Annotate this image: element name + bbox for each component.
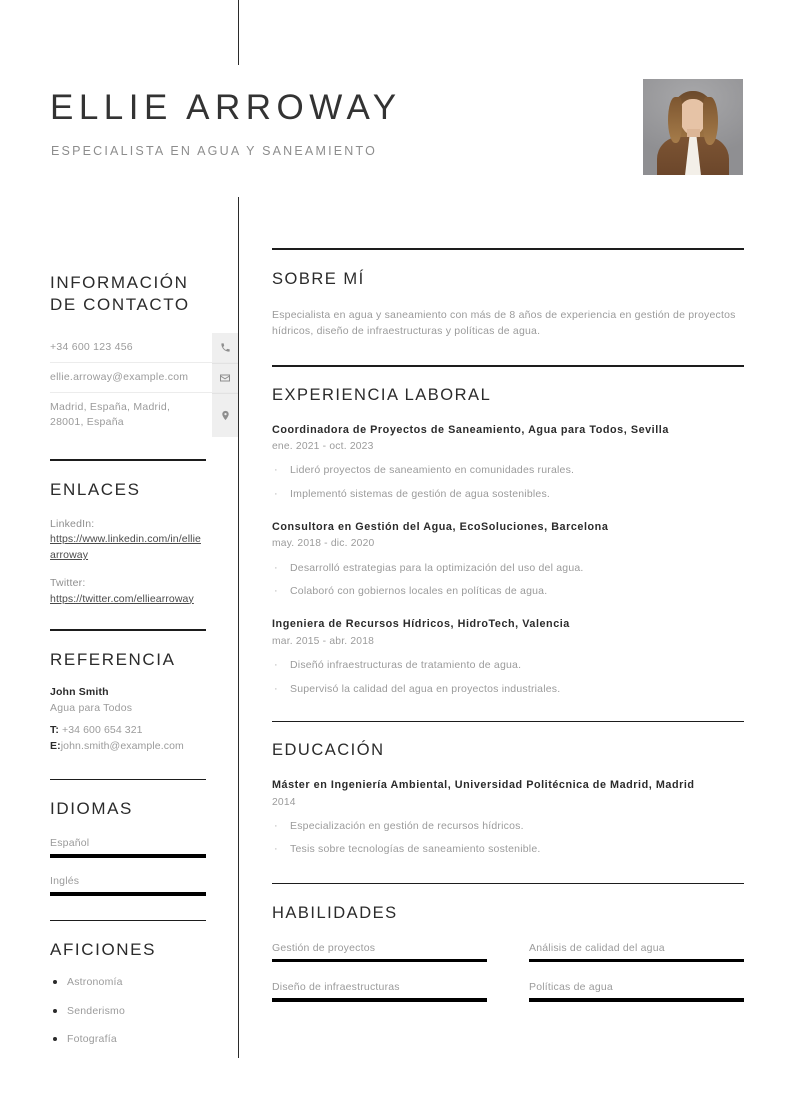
- language-name: Inglés: [50, 874, 80, 887]
- experience-bullet-text: Lideró proyectos de saneamiento en comunidades rurales.: [290, 464, 575, 477]
- link-spacer: [50, 564, 206, 576]
- experience-bullet-text: Implementó sistemas de gestión de agua sostenibles.: [290, 487, 551, 500]
- link-item: [50, 517, 206, 564]
- skills-divider: [272, 883, 744, 885]
- skill-item: [272, 980, 487, 1001]
- experience-bullet: [272, 682, 744, 696]
- hobbies-list: [50, 975, 206, 1047]
- hobby-label: Senderismo: [67, 1004, 126, 1017]
- experience-bullet: [272, 658, 744, 672]
- map-pin-icon: [212, 393, 238, 437]
- contact-section: [50, 272, 206, 437]
- skills-section: [272, 883, 744, 1002]
- contact-heading: [50, 272, 206, 316]
- contact-heading-line1: INFORMACIÓN: [50, 273, 189, 292]
- bullet-icon: ·: [274, 843, 278, 856]
- experience-date: mar. 2015 - abr. 2018: [272, 635, 375, 647]
- link-url[interactable]: https://www.linkedin.com/in/elliearroway: [50, 533, 201, 562]
- photo-hair-right: [703, 97, 718, 145]
- experience-entry: [272, 520, 744, 598]
- hobby-label: Fotografía: [67, 1033, 117, 1046]
- contact-phone-value: +34 600 123 456: [50, 340, 133, 353]
- education-heading: EDUCACIÓN: [272, 741, 385, 760]
- envelope-icon: [212, 363, 238, 392]
- education-title: Máster en Ingeniería Ambiental, Universidad Politécnica de Madrid, Madrid: [272, 779, 695, 792]
- contact-row-phone[interactable]: [50, 333, 238, 362]
- hobby-label: Astronomía: [67, 975, 123, 988]
- contact-address-line1: Madrid, España, Madrid,: [50, 400, 171, 413]
- skill-level-bar: [272, 998, 487, 1001]
- bullet-icon: ·: [274, 487, 278, 500]
- reference-phone-prefix: T:: [50, 724, 59, 737]
- contact-row-email[interactable]: [50, 362, 238, 392]
- reference-email: [50, 739, 206, 755]
- bullet-icon: ·: [274, 585, 278, 598]
- experience-section: [272, 365, 744, 696]
- skill-level-bar: [529, 959, 744, 962]
- skill-label: Políticas de agua: [529, 981, 613, 994]
- skill-label: Análisis de calidad del agua: [529, 942, 665, 955]
- links-section: [50, 459, 206, 607]
- bullet-icon: ·: [274, 561, 278, 574]
- reference-organization: Agua para Todos: [50, 701, 133, 714]
- experience-title: Ingeniera de Recursos Hídricos, HidroTech, Valencia: [272, 618, 570, 631]
- links-list: [50, 517, 206, 608]
- skills-grid: [272, 923, 744, 1001]
- page-title: ELLIE ARROWAY: [50, 88, 402, 127]
- link-item: [50, 576, 206, 608]
- skill-item: [529, 941, 744, 962]
- contact-address-value: [50, 393, 212, 437]
- reference-email-prefix: E:: [50, 740, 61, 753]
- education-entry: [272, 778, 744, 856]
- skill-label: Gestión de proyectos: [272, 942, 376, 955]
- list-item: [50, 1032, 206, 1047]
- reference-section: [50, 629, 206, 754]
- languages-heading: IDIOMAS: [50, 799, 133, 819]
- reference-heading: REFERENCIA: [50, 650, 176, 670]
- experience-date: ene. 2021 - oct. 2023: [272, 441, 374, 453]
- bullet-icon: ·: [274, 464, 278, 477]
- list-item: [50, 1004, 206, 1019]
- bullet-icon: [53, 1037, 57, 1041]
- professional-subtitle: ESPECIALISTA EN AGUA Y SANEAMIENTO: [51, 144, 378, 158]
- hobbies-divider: [50, 920, 206, 922]
- reference-divider: [50, 629, 206, 631]
- experience-title: Consultora en Gestión del Agua, EcoSoluciones, Barcelona: [272, 521, 609, 534]
- experience-date: may. 2018 - dic. 2020: [272, 538, 375, 550]
- experience-bullet: [272, 487, 744, 501]
- reference-details: [50, 685, 206, 755]
- experience-bullet-text: Diseñó infraestructuras de tratamiento de agua.: [290, 659, 522, 672]
- about-divider: [272, 248, 744, 250]
- about-heading: SOBRE MÍ: [272, 269, 365, 288]
- contact-list: [50, 333, 238, 438]
- experience-bullet: [272, 584, 744, 598]
- education-bullet: [272, 819, 744, 833]
- hobbies-section: [50, 920, 206, 1047]
- reference-phone: [50, 723, 206, 739]
- skill-item: [272, 941, 487, 962]
- experience-title: Coordinadora de Proyectos de Saneamiento, Agua para Todos, Sevilla: [272, 423, 669, 436]
- skills-heading: HABILIDADES: [272, 904, 398, 923]
- link-url[interactable]: https://twitter.com/elliearroway: [50, 592, 194, 605]
- reference-email-value: john.smith@example.com: [60, 740, 184, 753]
- bullet-icon: [53, 980, 57, 984]
- language-item: [50, 836, 206, 858]
- about-section: [272, 248, 744, 339]
- links-divider: [50, 459, 206, 461]
- header: [0, 0, 794, 200]
- experience-entry: [272, 617, 744, 695]
- education-date: 2014: [272, 796, 296, 808]
- hobbies-heading: AFICIONES: [50, 940, 157, 960]
- skill-label: Diseño de infraestructuras: [272, 981, 400, 994]
- bullet-icon: ·: [274, 659, 278, 672]
- experience-bullet: [272, 463, 744, 477]
- language-item: [50, 874, 206, 896]
- education-bullet: [272, 842, 744, 856]
- about-text: Especialista en agua y saneamiento con más de 8 años de experiencia en gestión de proyectos hídricos, diseño de infraestructuras y políticas de agua.: [272, 308, 736, 337]
- contact-email-value: ellie.arroway@example.com: [50, 370, 189, 383]
- bullet-icon: [53, 1009, 57, 1013]
- photo-hair-left: [668, 97, 682, 143]
- education-bullet-text: Tesis sobre tecnologías de saneamiento sostenible.: [290, 843, 541, 856]
- list-item: [50, 975, 206, 990]
- bullet-icon: ·: [274, 682, 278, 695]
- contact-address-line2: 28001, España: [50, 416, 124, 429]
- link-label: LinkedIn:: [50, 517, 95, 530]
- education-section: [272, 721, 744, 857]
- experience-entry: [272, 423, 744, 501]
- sidebar: [50, 272, 206, 1047]
- skill-level-bar: [272, 959, 487, 962]
- skill-level-bar: [529, 998, 744, 1001]
- body-vertical-divider: [238, 197, 239, 1058]
- languages-section: [50, 779, 206, 896]
- link-label: Twitter:: [50, 576, 86, 589]
- experience-heading: EXPERIENCIA LABORAL: [272, 385, 492, 404]
- main-content: [272, 248, 744, 1002]
- education-bullet-text: Especialización en gestión de recursos hídricos.: [290, 820, 524, 833]
- reference-phone-value: +34 600 654 321: [61, 724, 143, 737]
- contact-heading-line2: DE CONTACTO: [50, 294, 190, 314]
- language-level-bar: [50, 892, 206, 896]
- contact-row-address[interactable]: [50, 392, 238, 437]
- language-level-bar: [50, 854, 206, 858]
- reference-name: John Smith: [50, 685, 109, 698]
- experience-divider: [272, 365, 744, 367]
- education-divider: [272, 721, 744, 723]
- portrait-photo: [643, 79, 743, 175]
- experience-bullet-text: Supervisó la calidad del agua en proyectos industriales.: [290, 682, 561, 695]
- bullet-icon: ·: [274, 820, 278, 833]
- skill-item: [529, 980, 744, 1001]
- links-heading: ENLACES: [50, 479, 141, 499]
- languages-divider: [50, 779, 206, 781]
- experience-bullet: [272, 561, 744, 575]
- language-name: Español: [50, 837, 90, 850]
- experience-bullet-text: Colaboró con gobiernos locales en políticas de agua.: [290, 585, 548, 598]
- experience-bullet-text: Desarrolló estrategias para la optimización del uso del agua.: [290, 561, 584, 574]
- phone-icon: [212, 333, 238, 362]
